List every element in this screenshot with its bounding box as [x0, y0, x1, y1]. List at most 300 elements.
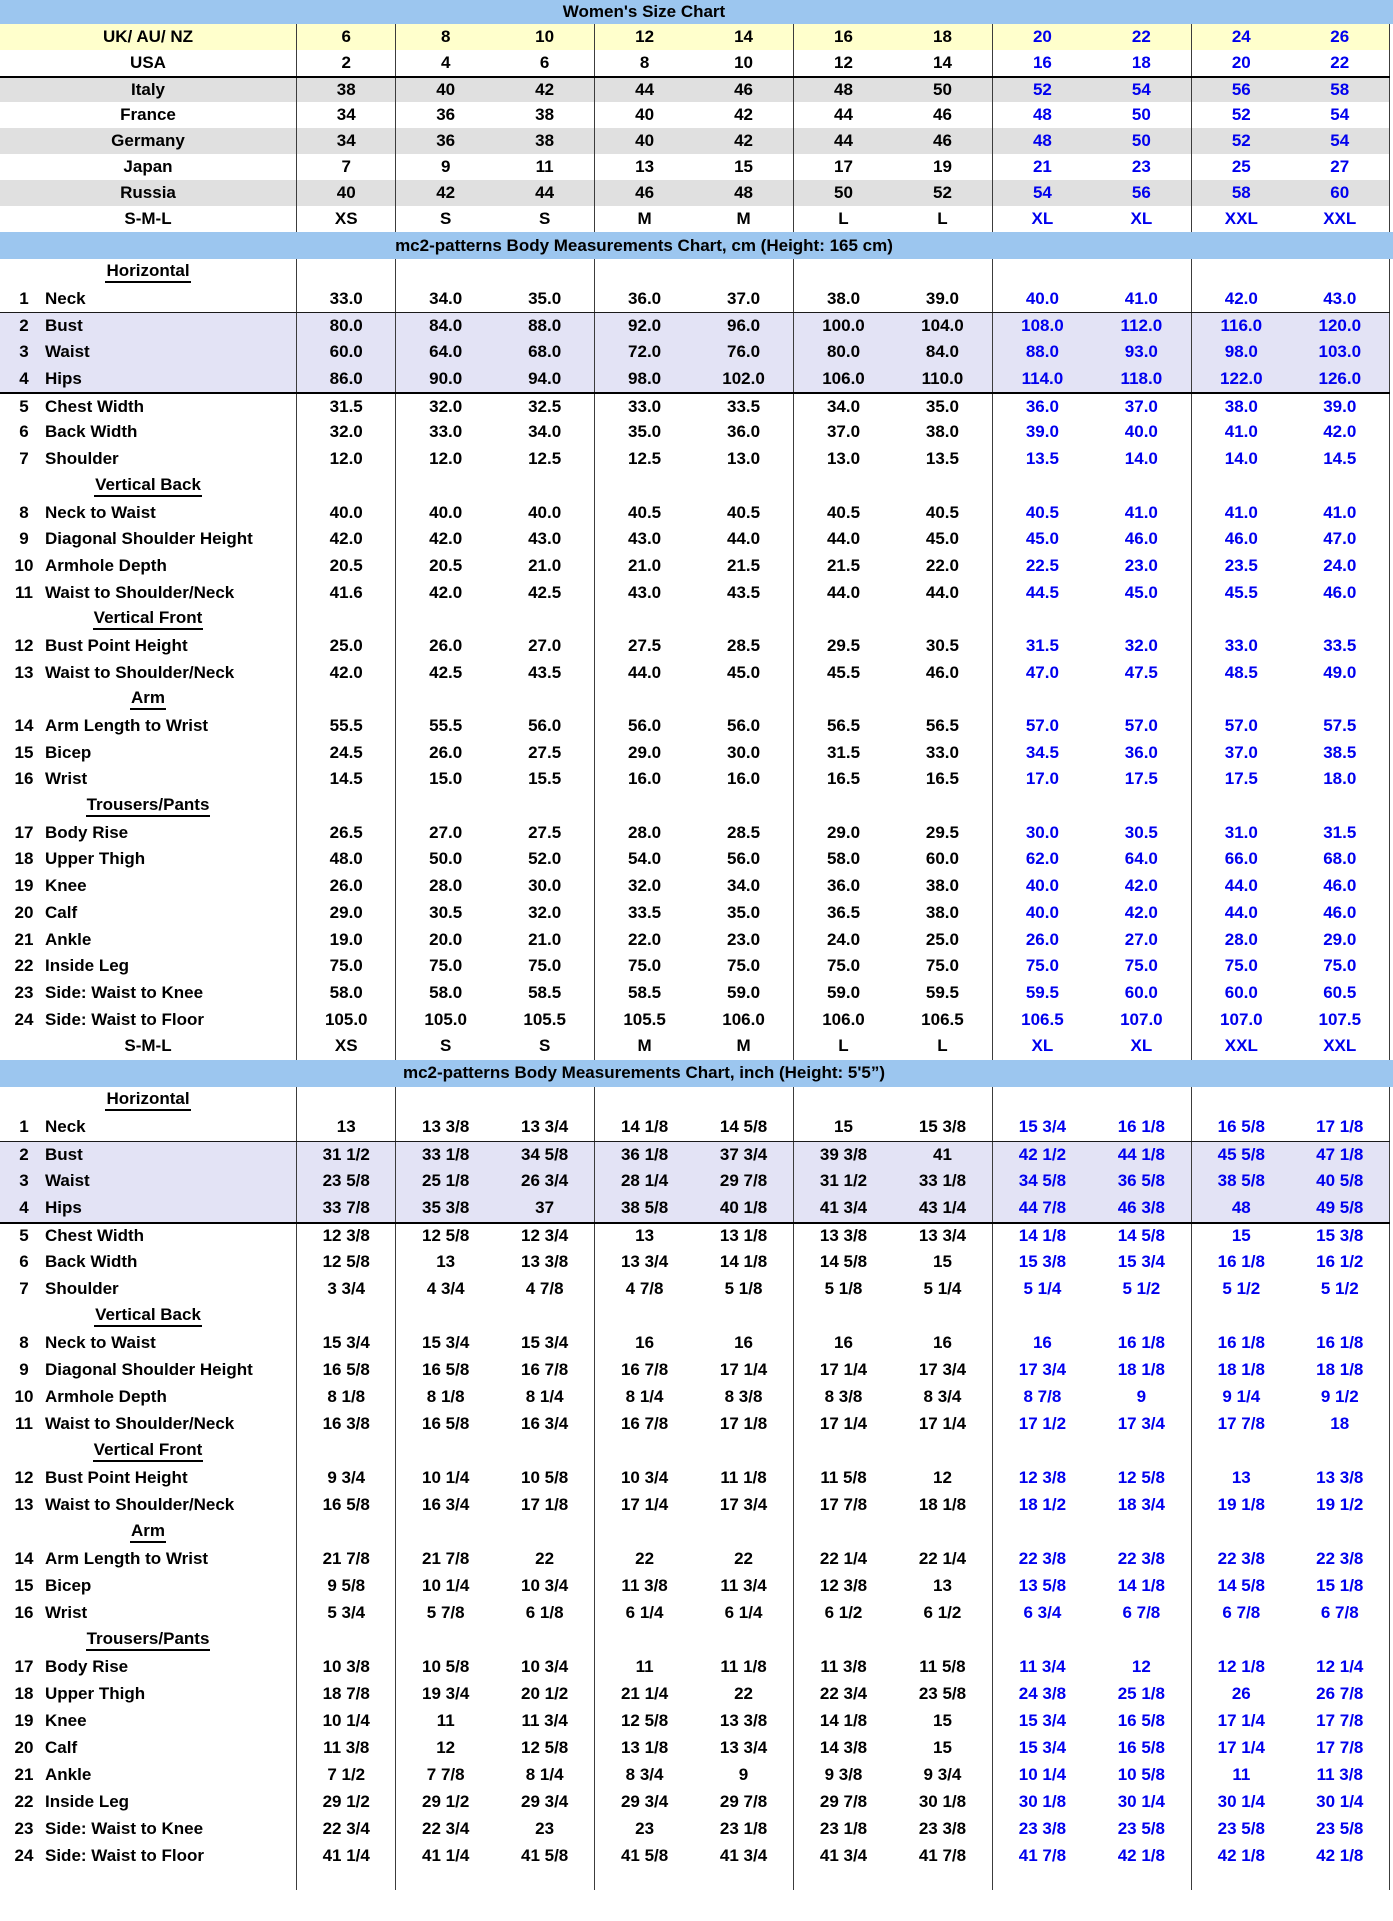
cell	[1291, 259, 1390, 286]
row-number: 19	[14, 1711, 34, 1731]
row-label	[0, 900, 296, 927]
cell: 17 1/4	[793, 1357, 892, 1384]
row-germany	[0, 128, 1390, 154]
cell: 11	[395, 1708, 494, 1735]
cell: 40.0	[528, 502, 562, 522]
measure-row-inside-leg	[0, 953, 1390, 980]
cell: 75.0	[594, 953, 693, 980]
row-label	[0, 1573, 296, 1600]
cell: L	[937, 209, 948, 228]
cell: 9 1/2	[1291, 1384, 1390, 1411]
cell: 13.0	[793, 446, 892, 473]
cell: 45 5/8	[1191, 1142, 1290, 1168]
cell: 116.0	[1191, 313, 1290, 339]
cell: 5 3/4	[296, 1600, 395, 1627]
cell: 17 1/2	[992, 1411, 1091, 1438]
row-label-text: Upper Thigh	[45, 849, 146, 869]
cell: XXL	[1191, 1033, 1290, 1060]
cell: 28.0	[1191, 926, 1290, 953]
cell: 39.0	[925, 289, 959, 309]
cell	[395, 473, 494, 500]
cell: 16	[992, 1330, 1091, 1357]
row-japan	[0, 154, 1390, 180]
cell: 18 3/4	[1117, 1495, 1165, 1515]
measure-row-calf	[0, 900, 1390, 927]
cell: 41 7/8	[992, 1843, 1091, 1870]
row-number: 17	[14, 822, 34, 842]
cell: 29.0	[594, 739, 693, 766]
cell: 10 5/8	[395, 1654, 494, 1681]
cell	[1291, 1438, 1390, 1465]
cell: 48	[1191, 1195, 1290, 1222]
cell: 41 1/4	[395, 1843, 494, 1870]
row-label-text: Arm Length to Wrist	[45, 716, 209, 736]
cell	[1092, 793, 1191, 820]
measure-row-body-rise	[0, 1654, 1390, 1681]
subheader-row-horizontal	[0, 259, 1390, 286]
cell: 33 1/8	[918, 1171, 967, 1191]
row-label-text: Back Width	[45, 1252, 138, 1272]
cell: 28.0	[395, 873, 494, 900]
cell: 64.0	[1124, 849, 1158, 869]
cell: 16 5/8	[1117, 1711, 1165, 1731]
cell: 42.0	[1124, 876, 1158, 896]
cell: XXL	[1291, 206, 1390, 232]
cell: 8 3/8	[724, 1387, 763, 1407]
size-conversion-table	[0, 24, 1390, 232]
cell: 41	[932, 1144, 952, 1164]
cell: 84.0	[925, 342, 959, 362]
row-label	[0, 419, 296, 446]
section-subheader	[0, 1627, 296, 1654]
cell: 21 7/8	[395, 1546, 494, 1573]
cell	[296, 1627, 395, 1654]
cell: 46.0	[925, 662, 959, 682]
cell: 13 3/8	[521, 1252, 569, 1272]
cell: 28.5	[726, 635, 761, 655]
measure-row-shoulder	[0, 446, 1390, 473]
cell	[1092, 473, 1191, 500]
cell	[1092, 1519, 1191, 1546]
cell: 35 3/8	[395, 1195, 494, 1222]
cell: 33 1/8	[395, 1142, 494, 1168]
cell: 46	[594, 180, 693, 206]
cell: 102.0	[722, 369, 765, 389]
cm-section-header-bar	[0, 232, 1393, 259]
measure-row-waist-to-shoulder-neck	[0, 1411, 1390, 1438]
measure-row-back-width	[0, 419, 1390, 446]
cell: 30.0	[726, 742, 761, 762]
cell: 16.0	[726, 769, 761, 789]
row-label-text: Neck	[45, 289, 86, 309]
measure-row-ankle	[0, 1762, 1390, 1789]
cell: 26 3/4	[521, 1171, 569, 1191]
cell	[495, 1627, 594, 1654]
cell: 17 7/8	[1191, 1411, 1290, 1438]
cell: 38.0	[793, 286, 892, 313]
cell	[1092, 1870, 1191, 1890]
cell: 23 1/8	[719, 1819, 768, 1839]
cell: 31.5	[793, 739, 892, 766]
cell: 92.0	[594, 313, 693, 339]
row-russia	[0, 180, 1390, 206]
cell: 22	[734, 1684, 753, 1704]
cell: 27.5	[528, 822, 562, 842]
cell: 13	[296, 1114, 395, 1141]
cell: 11	[535, 157, 554, 176]
cell: 10	[734, 53, 753, 72]
cell: 13	[932, 1576, 952, 1596]
cell: 30.5	[925, 635, 959, 655]
row-number: 21	[14, 1765, 34, 1785]
cell: 14 1/8	[1117, 1576, 1165, 1596]
cell: 12	[395, 1735, 494, 1762]
cell: 34	[296, 128, 395, 154]
cell: 23 5/8	[1291, 1816, 1390, 1843]
cell: 12 3/8	[793, 1573, 892, 1600]
cell: 59.5	[925, 982, 959, 1002]
cell: 7 1/2	[296, 1762, 395, 1789]
cell: 8	[395, 24, 494, 50]
row-number: 8	[19, 1333, 29, 1353]
cell: 16	[793, 1330, 892, 1357]
measure-row-waist	[0, 339, 1390, 366]
row-number: 10	[14, 555, 34, 575]
cell: 9 3/4	[296, 1465, 395, 1492]
cell	[594, 686, 693, 713]
cell: 58.0	[793, 846, 892, 873]
row-label: Germany	[111, 131, 185, 150]
cell: 38.0	[925, 422, 959, 442]
cell	[1291, 1519, 1390, 1546]
row-label-text: Ankle	[45, 1765, 92, 1785]
cell: 13 3/8	[395, 1114, 494, 1141]
row-label	[0, 1249, 296, 1276]
empty-grid-row	[0, 1870, 1390, 1890]
section-subheader	[0, 1438, 296, 1465]
cell: 13.5	[992, 446, 1091, 473]
cell: 44.0	[594, 659, 693, 686]
cell: 40 1/8	[719, 1198, 768, 1218]
cell: 16 5/8	[296, 1492, 395, 1519]
cell	[1092, 686, 1191, 713]
row-label: Japan	[123, 157, 173, 176]
cell: 5 1/8	[793, 1276, 892, 1303]
cell: XL	[992, 206, 1091, 232]
cell: 15	[1191, 1224, 1290, 1249]
cell: 12 5/8	[395, 1224, 494, 1249]
cell: 22	[1131, 27, 1151, 46]
row-label: France	[120, 105, 176, 124]
cell: 12 5/8	[594, 1708, 693, 1735]
cell	[694, 793, 793, 820]
cell: 45.0	[1124, 582, 1158, 602]
cell: 29 7/8	[793, 1789, 892, 1816]
cell: 44.5	[992, 579, 1091, 606]
cell: 16 7/8	[594, 1357, 693, 1384]
cell: 36 1/8	[594, 1142, 693, 1168]
row-label	[0, 1600, 296, 1627]
cell: 32.0	[395, 394, 494, 419]
cell: 56.0	[726, 716, 761, 736]
cell: XXL	[1291, 1033, 1390, 1060]
cell: 28 1/4	[594, 1168, 693, 1195]
cell	[893, 259, 992, 286]
cell: 68.0	[1291, 846, 1390, 873]
cell	[992, 1519, 1091, 1546]
cell	[992, 1627, 1091, 1654]
row-number: 2	[19, 1144, 29, 1164]
measure-row-armhole-depth	[0, 553, 1390, 580]
cell: 24 3/8	[992, 1681, 1091, 1708]
cell: 36.0	[992, 394, 1091, 419]
cell: 100.0	[793, 313, 892, 339]
cell: 10	[535, 27, 555, 46]
cell	[395, 1303, 494, 1330]
cell: 15 3/4	[992, 1708, 1091, 1735]
cell: 16	[992, 50, 1091, 76]
cell	[495, 1519, 594, 1546]
cell: 46	[932, 131, 952, 150]
row-number: 11	[15, 1414, 33, 1434]
cell: 45.5	[1191, 579, 1290, 606]
cell: 30 1/4	[1291, 1789, 1390, 1816]
section-subheader	[0, 606, 296, 633]
cell: 41 3/4	[793, 1843, 892, 1870]
cell: 17 1/4	[1191, 1708, 1290, 1735]
cell: 27.0	[1124, 929, 1158, 949]
cell: 21.0	[528, 929, 562, 949]
cell: 12.5	[528, 449, 562, 469]
cell: 5 1/2	[1122, 1279, 1161, 1299]
cell: 9	[395, 154, 494, 180]
section-subheader	[0, 473, 296, 500]
row-usa	[0, 50, 1390, 76]
section-subheader-label: Vertical Front	[93, 608, 204, 630]
cell: 42 1/8	[1117, 1846, 1165, 1866]
row-number: 1	[19, 289, 29, 309]
cell: 16 5/8	[395, 1411, 494, 1438]
cell: 42	[734, 105, 753, 124]
cell	[594, 1438, 693, 1465]
row-label	[0, 339, 296, 366]
cell	[694, 1627, 793, 1654]
cell	[893, 1627, 992, 1654]
cell	[296, 686, 395, 713]
cell: 11 3/8	[594, 1573, 693, 1600]
cell: 47.5	[1124, 662, 1158, 682]
cell: 114.0	[992, 366, 1091, 393]
row-label-text: Waist to Shoulder/Neck	[45, 662, 235, 682]
cell: 30 1/4	[1191, 1789, 1290, 1816]
cell: 12.5	[594, 446, 693, 473]
cell	[893, 793, 992, 820]
cell: 38.0	[1191, 394, 1290, 419]
cell: 21	[992, 154, 1091, 180]
cell: 54.0	[594, 846, 693, 873]
cell: 103.0	[1291, 339, 1390, 366]
cell: 60.0	[296, 339, 395, 366]
cell: 20	[1191, 50, 1290, 76]
cell	[1191, 1087, 1290, 1114]
cell: 16 7/8	[521, 1360, 569, 1380]
cell: 50	[793, 180, 892, 206]
cell: 14 5/8	[793, 1249, 892, 1276]
cell: 60.5	[1291, 980, 1390, 1007]
cell	[296, 1870, 395, 1890]
row-label	[0, 1708, 296, 1735]
cell: 9	[738, 1765, 749, 1785]
cell	[694, 1519, 793, 1546]
cell: 42.0	[1124, 902, 1158, 922]
subheader-row-horizontal	[0, 1087, 1390, 1114]
cell: 42.0	[395, 526, 494, 553]
cell	[992, 1087, 1091, 1114]
cell: 21.5	[726, 555, 761, 575]
row-label	[0, 1681, 296, 1708]
cell: 34.0	[528, 422, 562, 442]
cell: 31.5	[992, 633, 1091, 660]
cell: 9	[1136, 1387, 1147, 1407]
cell: 29.5	[793, 633, 892, 660]
row-label-text: Bust Point Height	[45, 1468, 188, 1488]
cell: 13 3/4	[719, 1738, 768, 1758]
cell	[395, 793, 494, 820]
cell	[992, 473, 1091, 500]
cell: 57.0	[992, 713, 1091, 740]
cell: 43.0	[594, 526, 693, 553]
cell	[495, 606, 594, 633]
cell: 41.0	[1191, 499, 1290, 526]
row-label	[0, 286, 296, 313]
cell: 19.0	[296, 926, 395, 953]
cell: 16 5/8	[1117, 1738, 1165, 1758]
cell: 39 3/8	[793, 1142, 892, 1168]
cell: 126.0	[1291, 366, 1390, 393]
cell	[793, 1519, 892, 1546]
cell: 104.0	[921, 316, 964, 336]
cell: 11 3/8	[1291, 1762, 1390, 1789]
row-label	[0, 1465, 296, 1492]
cell	[1092, 1303, 1191, 1330]
cell: 55.5	[395, 713, 494, 740]
cell: 24	[1191, 24, 1290, 50]
cell: 18	[1291, 1411, 1390, 1438]
cell: 3 3/4	[296, 1276, 395, 1303]
row-number: 3	[19, 1171, 29, 1191]
section-subheader-label: Arm	[130, 1521, 166, 1543]
cell: 32.0	[594, 873, 693, 900]
cell: 44.0	[1191, 873, 1290, 900]
cell: 64.0	[395, 339, 494, 366]
cell: 60.0	[1191, 980, 1290, 1007]
cell: 10 1/4	[395, 1573, 494, 1600]
cell: 58.5	[528, 982, 562, 1002]
cell: 34.0	[395, 286, 494, 313]
row-label-text: Body Rise	[45, 1657, 129, 1677]
cell: 40.5	[594, 499, 693, 526]
cell	[1291, 1087, 1390, 1114]
cell: 16.0	[594, 766, 693, 793]
cell: 32.0	[1124, 635, 1158, 655]
cell: 34.5	[992, 739, 1091, 766]
cell: 21 7/8	[296, 1546, 395, 1573]
cell	[594, 1303, 693, 1330]
cell	[893, 606, 992, 633]
cell: 29 1/2	[296, 1789, 395, 1816]
cell: 13 1/8	[594, 1735, 693, 1762]
row-label-text: Waist to Shoulder/Neck	[45, 1495, 235, 1515]
cell: L	[793, 1033, 892, 1060]
subheader-row-vertical-front	[0, 606, 1390, 633]
cell: 66.0	[1191, 846, 1290, 873]
cell: 110.0	[921, 369, 964, 389]
cell: 24.0	[1291, 553, 1390, 580]
row-label	[0, 579, 296, 606]
cell: S	[538, 1036, 551, 1056]
cell: 72.0	[594, 339, 693, 366]
cell: 18 7/8	[296, 1681, 395, 1708]
cell: 41 3/4	[719, 1846, 768, 1866]
cell: 43 1/4	[918, 1198, 967, 1218]
cell: 19 1/2	[1291, 1492, 1390, 1519]
cell	[395, 686, 494, 713]
cell: 11 5/8	[793, 1465, 892, 1492]
row-label-text: Hips	[45, 1198, 82, 1218]
cell: 22 3/8	[1117, 1549, 1165, 1569]
cell: 22.5	[992, 553, 1091, 580]
cell: 58.5	[594, 980, 693, 1007]
row-label	[0, 1762, 296, 1789]
row-label: S-M-L	[124, 209, 172, 228]
page-title-bar	[0, 0, 1393, 24]
row-france	[0, 102, 1390, 128]
cell: 33.5	[594, 900, 693, 927]
cell: 52	[1191, 102, 1290, 128]
cell: 6	[539, 53, 550, 72]
cell: 20.5	[296, 553, 395, 580]
cell	[1291, 473, 1390, 500]
cell: 29 7/8	[719, 1792, 768, 1812]
cell: 11 3/8	[296, 1735, 395, 1762]
row-label	[0, 1006, 296, 1033]
cell: 57.0	[1191, 713, 1290, 740]
cell: 30 1/8	[992, 1789, 1091, 1816]
cell: 46.0	[1291, 873, 1390, 900]
cell: 45.0	[925, 529, 959, 549]
cell: 15	[932, 1738, 952, 1758]
cell: 41.0	[1191, 419, 1290, 446]
cell: 30.0	[992, 819, 1091, 846]
cell: 36 5/8	[1117, 1171, 1165, 1191]
cell: 17 7/8	[793, 1492, 892, 1519]
cell: 12 1/8	[1191, 1654, 1290, 1681]
measure-row-upper-thigh	[0, 1681, 1390, 1708]
cell	[594, 473, 693, 500]
cell: 36.5	[793, 900, 892, 927]
cell: M	[736, 209, 751, 228]
section-subheader	[0, 1303, 296, 1330]
cell: L	[793, 206, 892, 232]
section-subheader-label: Arm	[130, 688, 166, 710]
row-label	[0, 739, 296, 766]
cell: 19 3/4	[395, 1681, 494, 1708]
cell: 40.5	[925, 502, 959, 522]
measure-row-side-waist-to-knee	[0, 1816, 1390, 1843]
cell: 17 3/4	[918, 1360, 967, 1380]
cell: 20.5	[395, 553, 494, 580]
cell: M	[594, 206, 693, 232]
